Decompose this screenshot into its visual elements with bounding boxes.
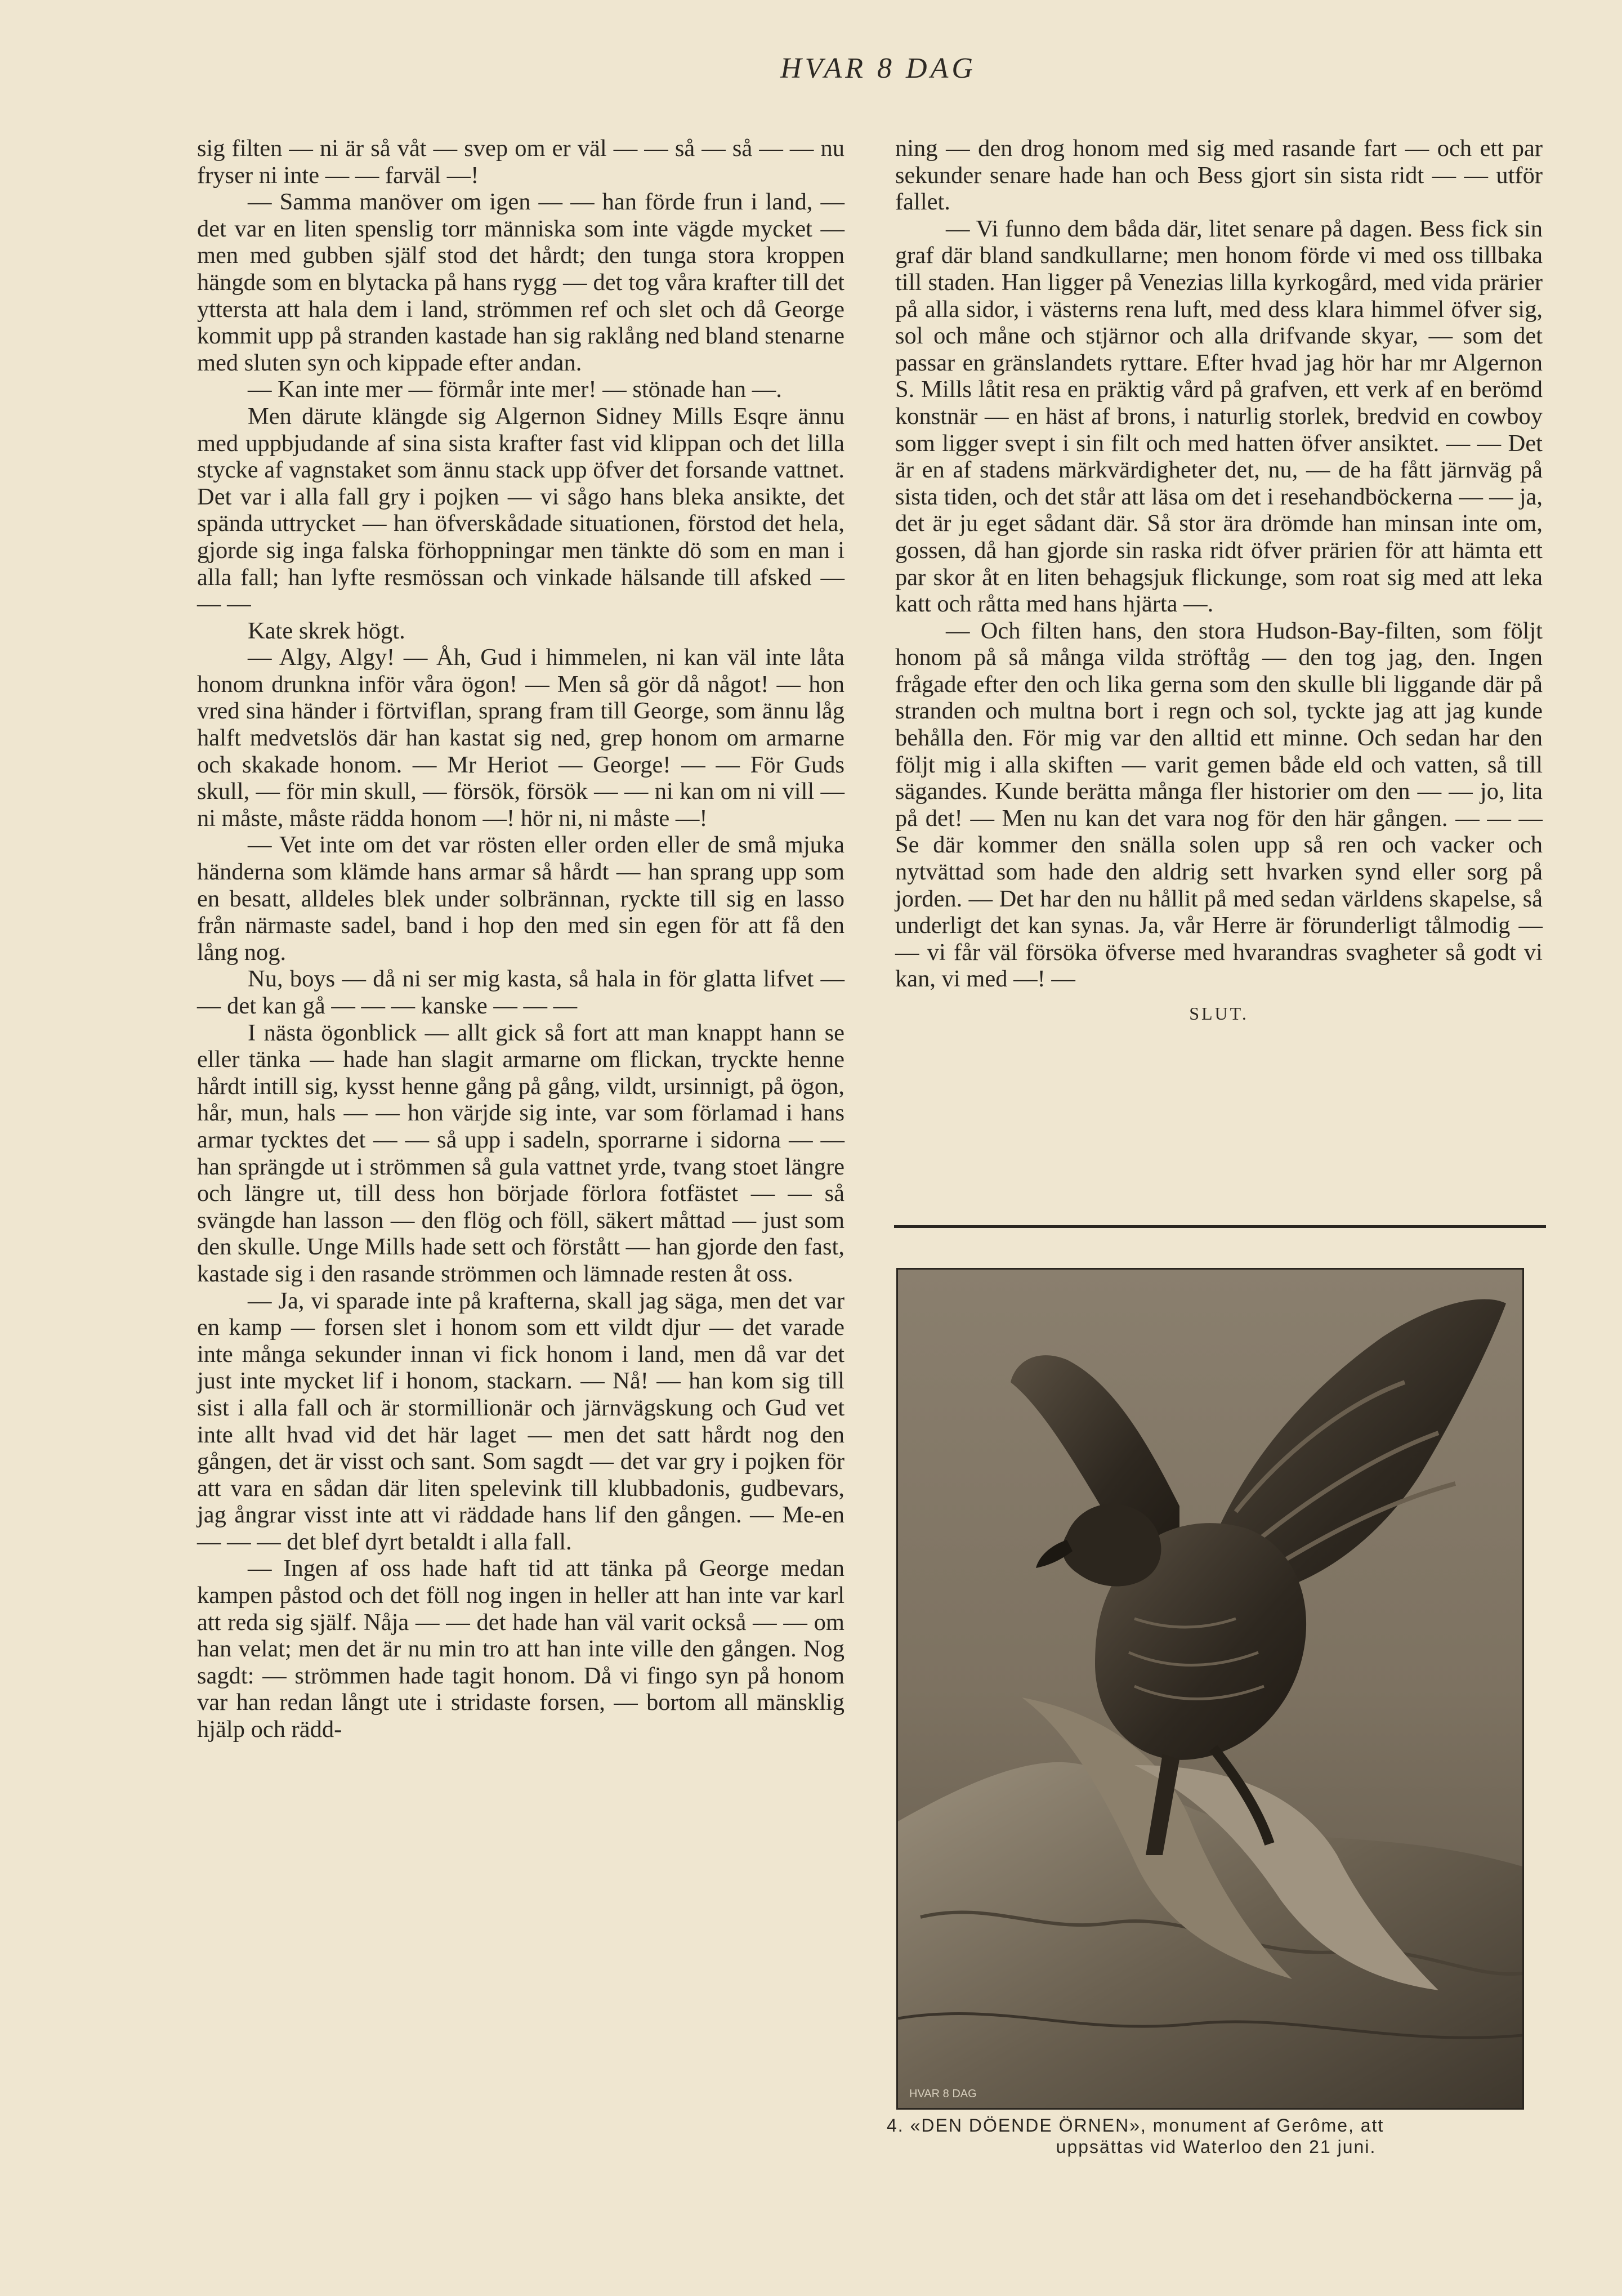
figure-number: 4.: [887, 2115, 904, 2136]
paragraph: — Ja, vi sparade inte på krafterna, skall jag säga, men det var en kamp — forsen slet i honom som ett vildt djur — det varade inte många sekunder innan vi fick honom i land, men då var det just inte mycket lif i honom, stackarn. — Nå! — han kom sig till sist i alla fall och är stormillionär och järnvägskung och Gud vet inte allt hvad vid det här laget — men det satt hårdt nog den gången, det är visst och sant. Som sagdt — det var gry i pojken för att vara en sådan där liten spelevink till klubbadonis, gudbevars, jag ångrar visst inte att vi räddade hans lif den gången. — Me-en — — — det blef dyrt betaldt i alla fall.: [197, 1287, 844, 1555]
paragraph: ning — den drog honom med sig med rasande fart — och ett par sekunder senare hade han och Bess gjort sin sista ridt — — utför fallet.: [895, 135, 1543, 216]
eagle-statue-image: [898, 1270, 1522, 2108]
paragraph: Kate skrek högt.: [248, 617, 405, 644]
running-header: HVAR 8 DAG: [780, 52, 976, 84]
photo-credit: HVAR 8 DAG: [909, 2088, 977, 2100]
paragraph: — Vi funno dem båda där, litet senare på dagen. Bess fick sin graf där bland sandkullarne; men honom förde vi med oss tillbaka till staden. Han ligger på Venezias lilla kyrkogård, med vida prärier på alla sidor, i västerns rena luft, med dess klara himmel öfver sig, sol och måne och stjärnor och alla drifvande skyar, — som det passar en gränslandets ryttare. Efter hvad jag hör har mr Algernon S. Mills låtit resa en präktig vård på grafven, ett verk af en berömd konstnär — en häst af brons, i naturlig storlek, bredvid en cowboy som ligger svept i sin filt och med hatten öfver ansiktet. — — Det är en af stadens märkvärdigheter det, nu, — de ha fått järnväg på sista tiden, och det står att läsa om det i resehandböckerna — — ja, det är ju eget sådant där. Så stor ära drömde han minsan inte om, gossen, då han gjorde sin raska ridt öfver prärien för att hämta ett par skor åt en liten behagsjuk flickunge, som roat sig med att leka katt och råtta med hans hjärta —.: [895, 215, 1543, 618]
section-divider: [894, 1225, 1546, 1228]
figure-description-line2: uppsättas vid Waterloo den 21 juni.: [1056, 2137, 1377, 2157]
paragraph: Nu, boys — då ni ser mig kasta, så hala in för glatta lifvet — — det kan gå — — — kanske — — —: [197, 966, 844, 1019]
paragraph: — Algy, Algy! — Åh, Gud i himmelen, ni kan väl inte låta honom drunkna inför våra ögon! — Men så gör då något! — hon vred sina händer i förtviflan, sprang fram till George, som ännu låg halft medvetslös där han kastat sig ned, grep honom om armarne och skakade honom. — Mr Heriot — George! — — För Guds skull, — för min skull, — försök, försök — — ni kan om ni vill — ni måste, måste rädda honom —! hör ni, ni måste —!: [197, 644, 844, 832]
left-column: [197, 135, 844, 1743]
end-mark: SLUT.: [1189, 1003, 1249, 1024]
paragraph: — Kan inte mer — förmår inte mer! — stönade han —.: [248, 376, 782, 403]
paragraph: — Ingen af oss hade haft tid att tänka på George medan kampen påstod och det föll nog ingen in heller att han inte var karl att reda sig själf. Nåja — — det hade han väl varit också — — om han velat; men det är nu min tro att han inte ville den gången. Nog sagdt: — strömmen hade tagit honom. Då vi fingo syn på honom var han redan långt ute i stridaste forsen, — bortom all mänsklig hjälp och rädd-: [197, 1555, 844, 1743]
paragraph: — Samma manöver om igen — — han förde frun i land, — det var en liten spenslig torr människa som inte vägde mycket — men med gubben själf stod det hårdt; den tunga stora kroppen hängde som en blytacka på hans rygg — det tog våra krafter till det yttersta att hala dem i land, strömmen ref och slet och då George kommit upp på stranden kastade han sig raklång ned bland stenarne med sluten syn och kippade efter andan.: [197, 189, 844, 376]
figure-caption: [887, 2115, 1545, 2157]
paragraph: sig filten — ni är så våt — svep om er väl — — så — så — — nu fryser ni inte — — farväl —!: [197, 135, 844, 189]
figure-photo: [896, 1268, 1524, 2110]
paragraph: — Och filten hans, den stora Hudson-Bay-filten, som följt honom på så många vilda ströftåg — den tog jag, den. Ingen frågade efter den och lika gerna som den skulle bli liggande där på stranden och multna bort i regn och sol, tyckte jag att jag kunde behålla den. För mig var den alltid ett minne. Och sedan har den följt mig i alla skiften — varit gemen både eld och vatten, så till sägandes. Kunde berätta många fler historier om den — — jo, lita på det! — Men nu kan det vara nog för den här gången. — — — Se där kommer den snälla solen upp så ren och vacker och nytvättad som hade den aldrig sett hvarken synd eller sorg på jorden. — Det har den nu hållit på med sedan världens skapelse, så underligt det kan synas. Ja, vår Herre är förunderligt tålmodig — — vi får väl försöka öfverse med hvarandras svagheter så godt vi kan, vi med —! —: [895, 617, 1543, 993]
paragraph: Men därute klängde sig Algernon Sidney Mills Esqre ännu med uppbjudande af sina sista krafter fast vid klippan och det lilla stycke af vagnstaket som ännu stack upp öfver det forsande vattnet. Det var i alla fall gry i pojken — vi sågo hans bleka ansikte, det spända uttrycket — han öfverskådade situationen, förstod det hela, gjorde sig inga falska förhoppningar men tänkte dö som en man i alla fall; han lyfte resmössan och vinkade hälsande till afsked — — —: [197, 403, 844, 618]
paragraph: — Vet inte om det var rösten eller orden eller de små mjuka händerna som klämde hans armar så hårdt — han sprang upp som en besatt, alldeles blek under solbrännan, ryckte till sig en lasso från närmaste sadel, band i hop den med sin egen för att få den lång nog.: [197, 832, 844, 966]
figure-description: monument af Gerôme, att: [1152, 2115, 1384, 2136]
right-column: [895, 135, 1543, 1028]
paragraph: I nästa ögonblick — allt gick så fort att man knappt hann se eller tänka — hade han slagit armarne om flickan, tryckte henne hårdt intill sig, kysst henne gång på gång, vildt, ursinnigt, på ögon, hår, mun, hals — — hon värjde sig inte, var som förlamad i hans armar tycktes det — — så upp i sadeln, sporrarne i sidorna — — han sprängde ut i strömmen så gula vattnet yrde, tvang stoet längre och längre ut, till dess hon började förlora fotfästet — — så svängde han lasson — den flög och föll, säkert måttad — just som den skulle. Unge Mills hade sett och förstått — han gjorde den fast, kastade sig i den rasande strömmen och lämnade resten åt oss.: [197, 1019, 844, 1287]
figure-title: «DEN DÖENDE ÖRNEN»,: [910, 2115, 1147, 2136]
